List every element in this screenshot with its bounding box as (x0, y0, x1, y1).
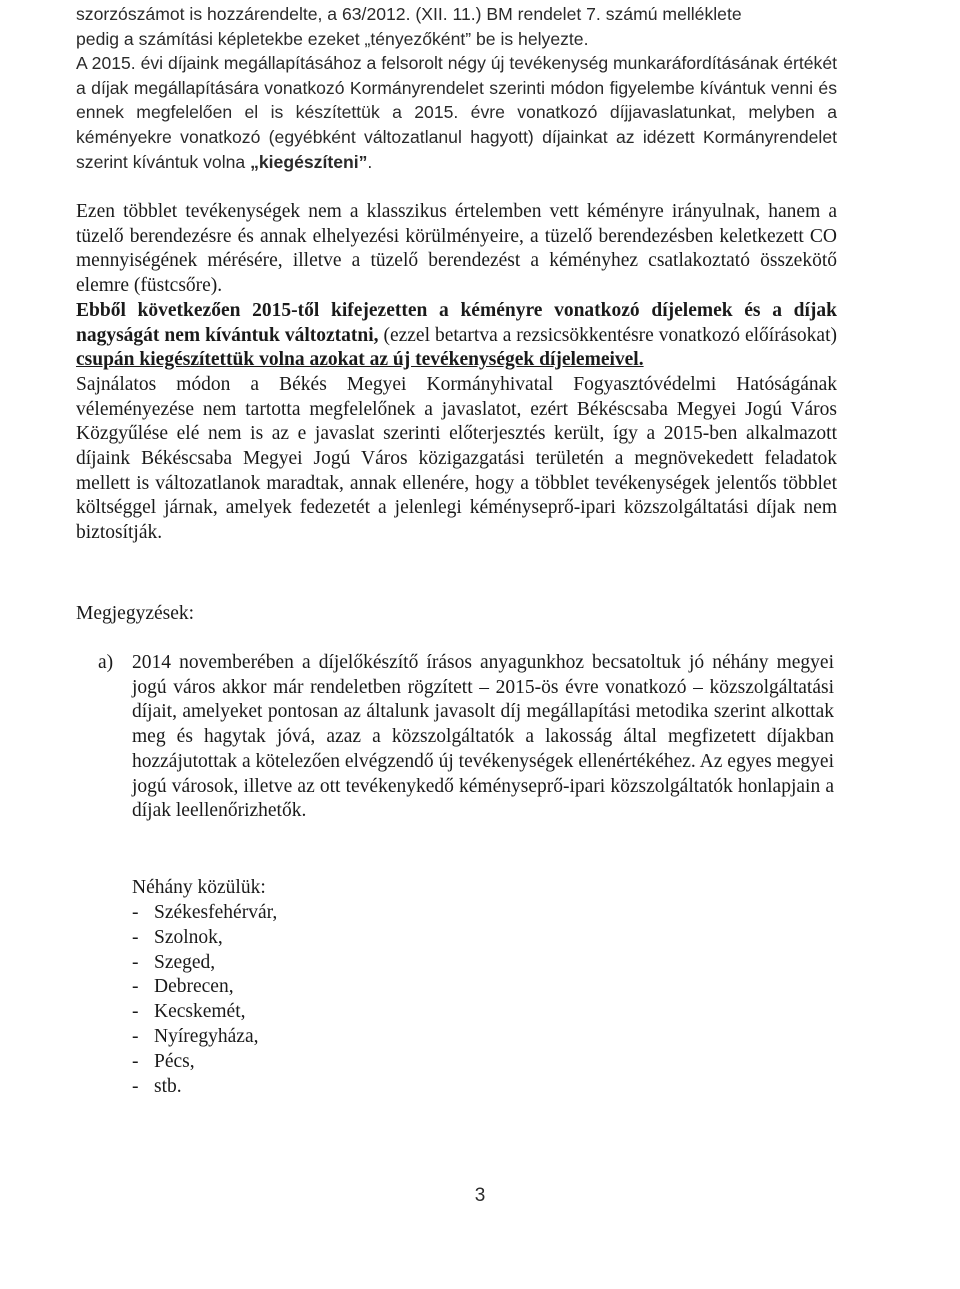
list-item (132, 1000, 532, 1025)
paragraph-extra-activities: Ezen többlet tevékenységek nem a klasszikus értelemben vett kéményre irányulnak, hanem a tüzelő berendezésre és annak elhelyezési körülményeire, a tüzelő berendezésben keletkezett CO mennyiségének mérésére, illetve a tüzelő berendezést a kéményhez csatlakoztató összekötő elemre (füstcsőre). (76, 201, 837, 297)
dash-marker: - (132, 901, 139, 923)
main-block (76, 200, 837, 546)
city-name: Pécs, (154, 1051, 195, 1073)
paragraph-line-2: pedig a számítási képletekbe ezeket „tényezőként” be is helyezte. (76, 28, 589, 49)
city-list-heading: Néhány közülük: (132, 877, 266, 898)
note-a-text: 2014 novemberében a díjelőkészítő írásos anyagunkhoz becsatoltuk jó néhány megyei jogú város akkor már rendeletben rögzített – 2015-ös évre vonatkozó – közszolgáltatási díjait, amelyeket pontosan az általunk javasolt díj megállapítási metodika szerint alkottak meg és hagytak jóvá, azaz a közszolgáltatók a lakosság által megfizetett díjakban hozzájutottak a kötelezően elvégzendő új tevékenységek ellenértékéhez. Az egyes megyei jogú városok, illetve az ott tevékenykedő kéményseprő-ipari közszolgáltatók honlapjain a díjak leellenőrizhetők. (132, 652, 834, 822)
paragraph-authority-opinion: Sajnálatos módon a Békés Megyei Kormányhivatal Fogyasztóvédelmi Hatóságának véleményezése nem tartotta megfelelőnek a javaslatot, ezért Békéscsaba Megyei Jogú Város Közgyűlése elé nem is az e javaslat szerinti előterjesztés került, így a 2015-ben alkalmazott díjaink Békéscsaba Megyei Jogú Város közigazgatási területén a megnövekedett feladatok mellett is változatlanok maradtak, annak ellenére, hogy a többlet tevékenységek jelentős többlet költséggel járnak, amelyek fedezetét a jelenlegi kéményseprő-ipari közszolgáltatási díjak nem biztosítják. (76, 373, 837, 544)
bold-conclusion: Ebből következően 2015-től kifejezetten a kéményre vonatkozó díjelemek és a díjak nagyságát nem kívántuk változtatni, (76, 299, 837, 346)
list-item (132, 926, 532, 951)
note-a-marker: a) (98, 652, 114, 673)
dash-marker: - (132, 926, 139, 948)
bold-kiegesziteni: „kiegészíteni” (250, 151, 368, 172)
city-list-block (132, 876, 532, 1100)
list-item (132, 1075, 532, 1100)
dash-marker: - (132, 976, 139, 998)
paragraph-2015-fees (76, 51, 837, 174)
conclusion-middle: (ezzel betartva a rezsicsökkentésre vonatkozó előírásokat) (378, 324, 837, 346)
paragraph-line-1: szorzószámot is hozzárendelte, a 63/2012. (XII. 11.) BM rendelet 7. számú melléklete (76, 4, 742, 24)
period: . (367, 151, 373, 172)
list-item (132, 1050, 532, 1075)
city-name: stb. (154, 1076, 182, 1098)
list-item (132, 1025, 532, 1050)
note-a (98, 651, 834, 824)
city-name: Debrecen, (154, 976, 234, 998)
city-name: Nyíregyháza, (154, 1026, 259, 1048)
dash-marker: - (132, 1076, 139, 1098)
city-name: Szeged, (154, 951, 216, 973)
dash-marker: - (132, 951, 139, 973)
notes-heading: Megjegyzések: (76, 603, 195, 624)
dash-marker: - (132, 1026, 139, 1048)
list-item (132, 975, 532, 1000)
paragraph-2015-text: A 2015. évi díjaink megállapításához a felsorolt négy új tevékenység munkaráfordításának értékét a díjak megállapítására vonatkozó Kormányrendelet szerinti módon figyelembe kívántuk venni és ennek megfelelően el is készítettük a 2015. évre vonatkozó díjjavaslatunkat, melyben a kéményekre vonatkozó (egyébként változatlanul hagyott) díjainkat az idézett Kormányrendelet szerint kívántuk volna (76, 53, 837, 172)
underlined-conclusion: csupán kiegészítettük volna azokat az új tevékenységek díjelemeivel. (76, 349, 644, 371)
city-list (132, 901, 532, 1100)
paragraph-conclusion (76, 299, 837, 373)
city-name: Székesfehérvár, (154, 901, 278, 923)
list-item (132, 901, 532, 926)
list-item (132, 951, 532, 976)
city-name: Kecskemét, (154, 1001, 246, 1023)
dash-marker: - (132, 1051, 139, 1073)
dash-marker: - (132, 1001, 139, 1023)
city-name: Szolnok, (154, 926, 223, 948)
intro-block (76, 2, 837, 174)
page-number: 3 (474, 1185, 486, 1206)
